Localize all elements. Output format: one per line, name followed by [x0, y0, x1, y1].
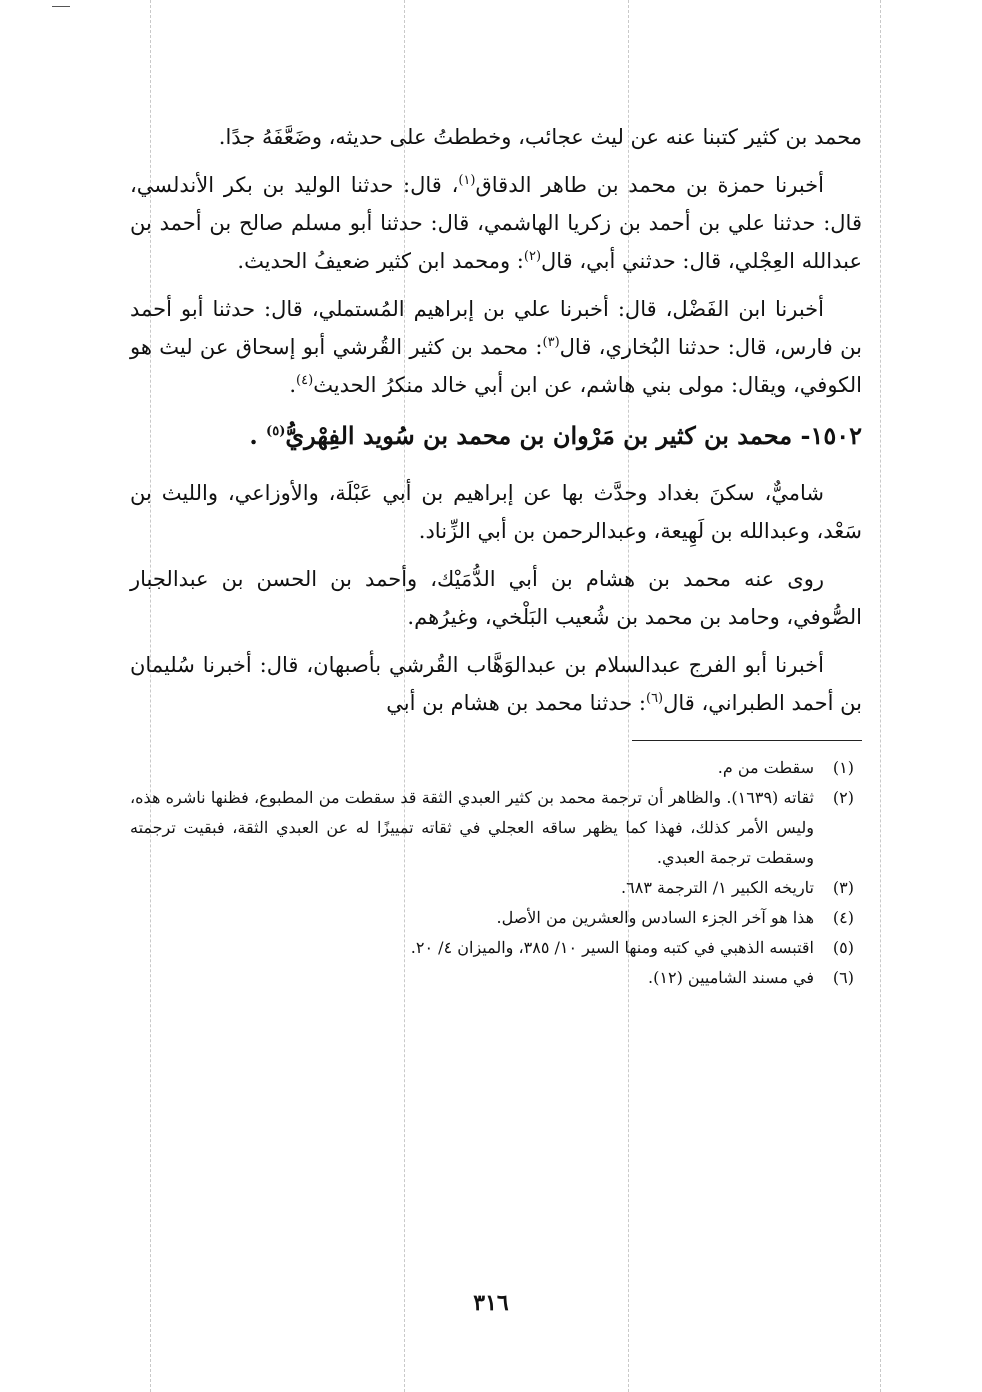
footnote-item [130, 933, 862, 963]
footnote-text: هذا هو آخر الجزء السادس والعشرين من الأصل. [496, 908, 814, 927]
footnote-item [130, 903, 862, 933]
entry-title: محمد بن كثير بن مَرْوان بن محمد بن سُويد الفِهْريُّ [285, 421, 793, 450]
footnote-divider [632, 740, 862, 741]
footnote-number: (١) [832, 758, 854, 777]
paragraph-biography: شاميٌّ، سكنَ بغداد وحدَّث بها عن إبراهيم بن أبي عَبْلَة، والأوزاعي، والليث بن سَعْد، وعبدالله بن لَهِيعة، وعبدالرحمن بن أبي الزِّناد. [130, 481, 862, 543]
paragraph-isnad-2: أخبرنا ابن الفَضْل، قال: أخبرنا علي بن إبراهيم المُستملي، قال: حدثنا أبو أحمد بن فارس، قال: حدثنا البُخاري، قال$^{(٣)}$: محمد بن كثير القُرشي أبو إسحاق عن ليث هو الكوفي، ويقال: مولى بني هاشم، عن ابن أبي خالد منكرُ الحديث$^{(٤)}$. [130, 297, 862, 397]
footnote-text: اقتبسه الذهبي في كتبه ومنها السير ١٠/ ٣٨٥، والميزان ٤/ ٢٠. [410, 938, 814, 957]
footnotes [130, 753, 862, 993]
footnote-ref[interactable]: (١) [458, 173, 476, 188]
footnote-ref[interactable]: (٥) [266, 424, 286, 439]
footnote-item [130, 753, 862, 783]
footnote-text: في مسند الشاميين (١٢). [648, 968, 814, 987]
footnote-text: تاريخه الكبير ١/ الترجمة ٦٨٣. [621, 878, 814, 897]
footnote-number: (٢) [832, 788, 854, 807]
entry-separator: - [800, 421, 811, 450]
entry-heading: ١٥٠٢- محمد بن كثير بن مَرْوان بن محمد بن سُويد الفِهْريُّ$^{(٥)}$ . [249, 421, 862, 450]
page-number: ٣١٦ [473, 1290, 509, 1316]
scan-fold-line [880, 0, 881, 1392]
paragraph-isnad-3: أخبرنا أبو الفرج عبدالسلام بن عبدالوَهَّاب القُرشي بأصبهان، قال: أخبرنا سُليمان بن أحمد الطبراني، قال$^{(٦)}$: حدثنا محمد بن هشام بن أبي [130, 653, 862, 715]
paragraph-continuation: محمد بن كثير كتبنا عنه عن ليث عجائب، وخططتُ على حديثه، وضَعَّفَهُ جدًا. [218, 125, 862, 149]
footnote-item [130, 873, 862, 903]
footnote-text: سقطت من م. [717, 758, 814, 777]
footnote-ref[interactable]: (٣) [542, 335, 560, 350]
footnote-number: (٤) [832, 908, 854, 927]
footnote-number: (٥) [832, 938, 854, 957]
footnote-ref[interactable]: (٢) [523, 249, 542, 264]
footnote-text: ثقاته (١٦٣٩). والظاهر أن ترجمة محمد بن كثير العبدي الثقة قد سقطت من المطبوع، فظنها ناشره هذه، وليس الأمر كذلك، فهذا كما يظهر ساقه العجلي في ثقاته تمييزًا له عن العبدي الثقة، فبقيت ترجمته وسقطت ترجمة العبدي. [130, 788, 815, 867]
page-body [130, 118, 862, 993]
corner-mark [52, 6, 70, 7]
footnote-number: (٣) [832, 878, 854, 897]
footnote-item [130, 963, 862, 993]
footnote-number: (٦) [832, 968, 854, 987]
paragraph-narrators: روى عنه محمد بن هشام بن أبي الدُّمَيْك، وأحمد بن الحسن بن عبدالجبار الصُّوفي، وحامد بن محمد بن شُعيب البَلْخي، وغيرُهم. [130, 567, 862, 629]
footnote-ref[interactable]: (٤) [296, 373, 314, 388]
paragraph-isnad-1: أخبرنا حمزة بن محمد بن طاهر الدقاق$^{(١)}$، قال: حدثنا الوليد بن بكر الأندلسي، قال: حدثنا علي بن أحمد بن زكريا الهاشمي، قال: حدثنا أبو مسلم صالح بن أحمد بن عبدالله العِجْلي، قال: حدثني أبي، قال$^{(٢)}$: ومحمد ابن كثير ضعيفُ الحديث. [130, 173, 862, 273]
footnote-ref[interactable]: (٦) [645, 691, 664, 706]
footnote-item [130, 783, 862, 873]
entry-number: ١٥٠٢ [810, 421, 862, 450]
